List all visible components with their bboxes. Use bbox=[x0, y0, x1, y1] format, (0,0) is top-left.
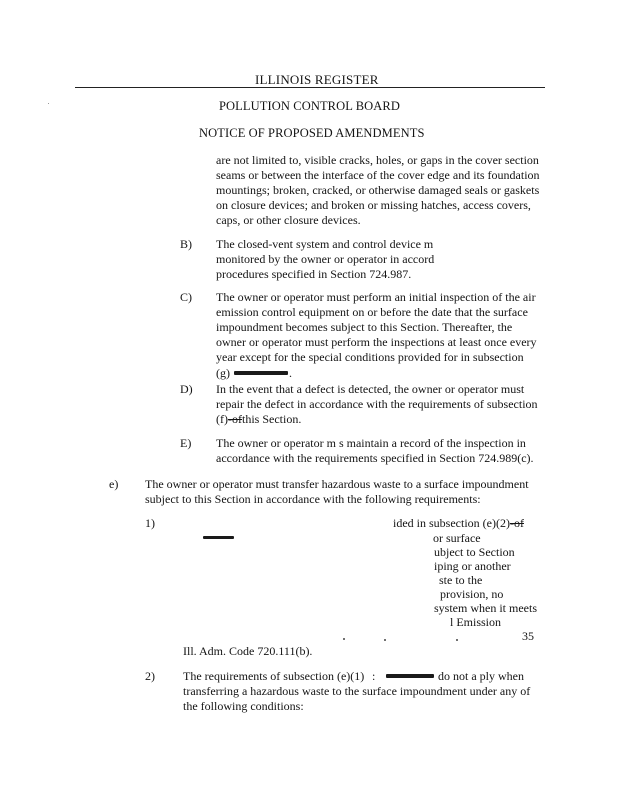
item-c-line-5: year except for the special conditions provided for in subsection bbox=[216, 350, 524, 364]
item-c-label: C) bbox=[180, 290, 192, 304]
speck bbox=[384, 639, 386, 641]
register-title: ILLINOIS REGISTER bbox=[255, 72, 379, 87]
item-e1-label: 1) bbox=[145, 516, 155, 530]
item-d-line-1: In the event that a defect is detected, the owner or operator must bbox=[216, 382, 525, 396]
item-c-line-4: owner or operator must perform the inspections at least once every bbox=[216, 335, 537, 349]
item-d-struck-text: -of bbox=[228, 412, 242, 426]
item-e1-frag-6: system when it meets bbox=[434, 601, 537, 615]
item-e-upper-line-1: The owner or operator m s maintain a record of the inspection in bbox=[216, 436, 526, 450]
item-e-line-2: subject to this Section in accordance with the following requirements: bbox=[145, 492, 481, 506]
item-e-line-1: The owner or operator must transfer hazardous waste to a surface impoundment bbox=[145, 477, 529, 491]
item-d-line-2: repair the defect in accordance with the requirements of subsection bbox=[216, 397, 538, 411]
speck bbox=[456, 639, 458, 641]
item-e2-line-1-prefix: The requirements of subsection (e)(1) bbox=[183, 669, 365, 683]
item-e-label: e) bbox=[109, 477, 119, 491]
page-number-35: 35 bbox=[522, 629, 534, 643]
item-e1-frag-5: provision, no bbox=[440, 587, 504, 601]
item-d-ref: (f) bbox=[216, 412, 228, 426]
item-e2-line-1-mid: : bbox=[372, 669, 376, 683]
cont-line-4: on closure devices; and broken or missing hatches, access covers, bbox=[216, 198, 531, 212]
item-e1-frag-7: l Emission bbox=[450, 615, 502, 629]
item-e1-frag-top-text: ided in subsection (e)(2) bbox=[393, 516, 510, 530]
item-b-line-1: The closed-vent system and control device m bbox=[216, 237, 434, 251]
item-b-line-3: procedures specified in Section 724.987. bbox=[216, 267, 412, 281]
item-d-line-3 bbox=[216, 412, 301, 427]
item-e2-line-3: the following conditions: bbox=[183, 699, 304, 713]
cont-line-1: are not limited to, visible cracks, holes, or gaps in the cover section bbox=[216, 153, 539, 167]
item-e-upper-line-2: accordance with the requirements specified in Section 724.989(c). bbox=[216, 451, 534, 465]
cont-line-5: caps, or other closure devices. bbox=[216, 213, 361, 227]
item-e2-label: 2) bbox=[145, 669, 155, 683]
item-e2-line-2: transferring a hazardous waste to the surface impoundment under any of bbox=[183, 684, 531, 698]
item-c-line-1: The owner or operator must perform an initial inspection of the air bbox=[216, 290, 536, 304]
item-b-line-2: monitored by the owner or operator in accord bbox=[216, 252, 435, 266]
scan-speck bbox=[48, 103, 49, 104]
cont-line-3: mountings; broken, cracked, or otherwise damaged seals or gaskets bbox=[216, 183, 540, 197]
cont-line-2: seams or between the interface of the cover edge and its foundation bbox=[216, 168, 540, 182]
notice-title: NOTICE OF PROPOSED AMENDMENTS bbox=[199, 126, 425, 140]
item-c-line-2: emission control equipment on or before the date that the surface bbox=[216, 305, 528, 319]
item-c-line-6: (g) bbox=[216, 366, 230, 380]
item-c-line-3: impoundment becomes subject to this Section. Thereafter, the bbox=[216, 320, 513, 334]
item-e1-frag-4: ste to the bbox=[439, 573, 483, 587]
item-e-upper-label: E) bbox=[180, 436, 192, 450]
item-e1-struck-text: -of bbox=[509, 516, 524, 530]
speck bbox=[343, 638, 345, 640]
item-e1-citation: Ill. Adm. Code 720.111(b). bbox=[183, 644, 313, 658]
redaction-mark-2 bbox=[203, 536, 234, 539]
item-d-suffix: this Section. bbox=[242, 412, 302, 426]
item-e1-frag-top bbox=[393, 516, 524, 531]
item-e1-frag-1: or surface bbox=[433, 531, 481, 545]
board-title: POLLUTION CONTROL BOARD bbox=[219, 99, 400, 113]
redaction-mark bbox=[234, 371, 288, 375]
item-e2-line-1-suffix: do not a ply when bbox=[438, 669, 524, 683]
item-c-line-6-tail: . bbox=[289, 366, 292, 380]
item-e1-frag-3: iping or another bbox=[434, 559, 511, 573]
item-b-label: B) bbox=[180, 237, 192, 251]
item-d-label: D) bbox=[180, 382, 193, 396]
item-e1-frag-2: ubject to Section bbox=[434, 545, 515, 559]
redaction-mark-3 bbox=[386, 674, 434, 678]
